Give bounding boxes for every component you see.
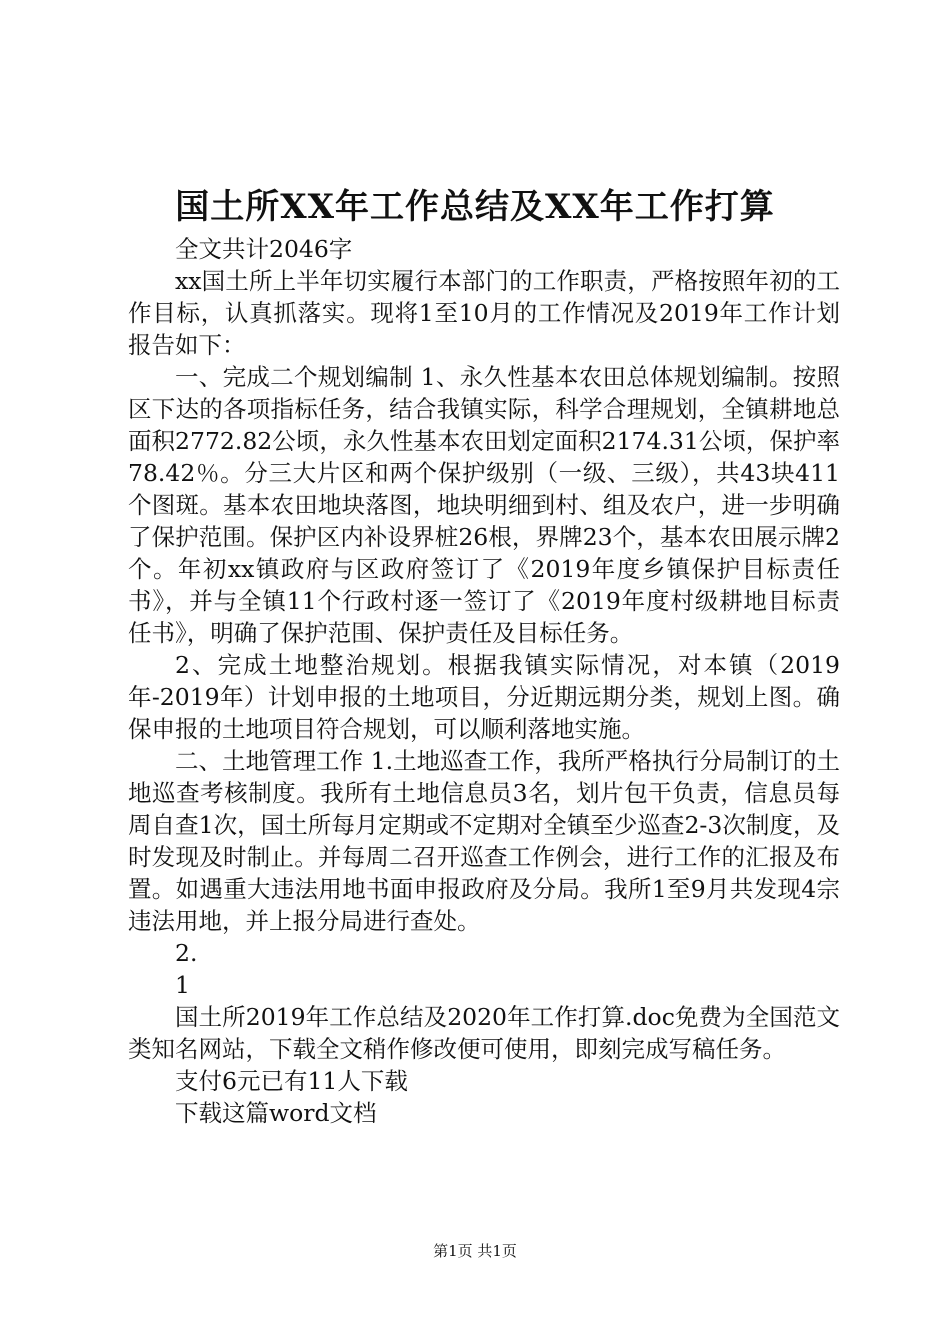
payment-info-line: 支付6元已有11人下载 xyxy=(175,1067,408,1095)
section-two-paragraph: 二、土地管理工作 1.土地巡查工作，我所严格执行分局制订的土地巡查考核制度。我所有土地信息员3名，划片包干负责，信息员每周自查1次，国土所每月定期或不定期对全镇至少巡查2-3次制度，及时发现及时制止。并每周二召开巡查工作例会，进行工作的汇报及布置。如遇重大违法用地书面申报政府及分局。我所1至9月共发现4宗违法用地，并上报分局进行查处。 xyxy=(128,747,840,935)
section-one-paragraph: 一、完成二个规划编制 1、永久性基本农田总体规划编制。按照区下达的各项指标任务，结合我镇实际，科学合理规划，全镇耕地总面积2772.82公顷，永久性基本农田划定面积2174.31公顷，保护率78.42％。分三大片区和两个保护级别（一级、三级），共43块411个图斑。基本农田地块落图，地块明细到村、组及农户，进一步明确了保护范围。保护区内补设界桩26根，界牌23个，基本农田展示牌2个。年初xx镇政府与区政府签订了《2019年度乡镇保护目标责任书》，并与全镇11个行政村逐一签订了《2019年度村级耕地目标责任书》，明确了保护范围、保护责任及目标任务。 xyxy=(128,363,840,647)
intro-paragraph: xx国土所上半年切实履行本部门的工作职责，严格按照年初的工作目标，认真抓落实。现将1至10月的工作情况及2019年工作计划报告如下： xyxy=(128,267,840,359)
item-number-line: 2. xyxy=(175,939,198,967)
page-footer: 第1页 共1页 xyxy=(433,1242,517,1260)
document-body xyxy=(128,233,840,1129)
item-number-line: 1 xyxy=(175,971,190,999)
download-link[interactable]: 下载这篇word文档 xyxy=(175,1099,377,1127)
word-count-line: 全文共计2046字 xyxy=(175,235,353,263)
land-remediation-paragraph: 2、完成土地整治规划。根据我镇实际情况，对本镇（2019年-2019年）计划申报的土地项目，分近期远期分类，规划上图。确保申报的土地项目符合规划，可以顺利落地实施。 xyxy=(128,651,840,743)
document-title: 国土所XX年工作总结及XX年工作打算 xyxy=(175,187,775,227)
download-promo-paragraph: 国土所2019年工作总结及2020年工作打算.doc免费为全国范文类知名网站，下载全文稍作修改便可使用，即刻完成写稿任务。 xyxy=(128,1003,840,1063)
